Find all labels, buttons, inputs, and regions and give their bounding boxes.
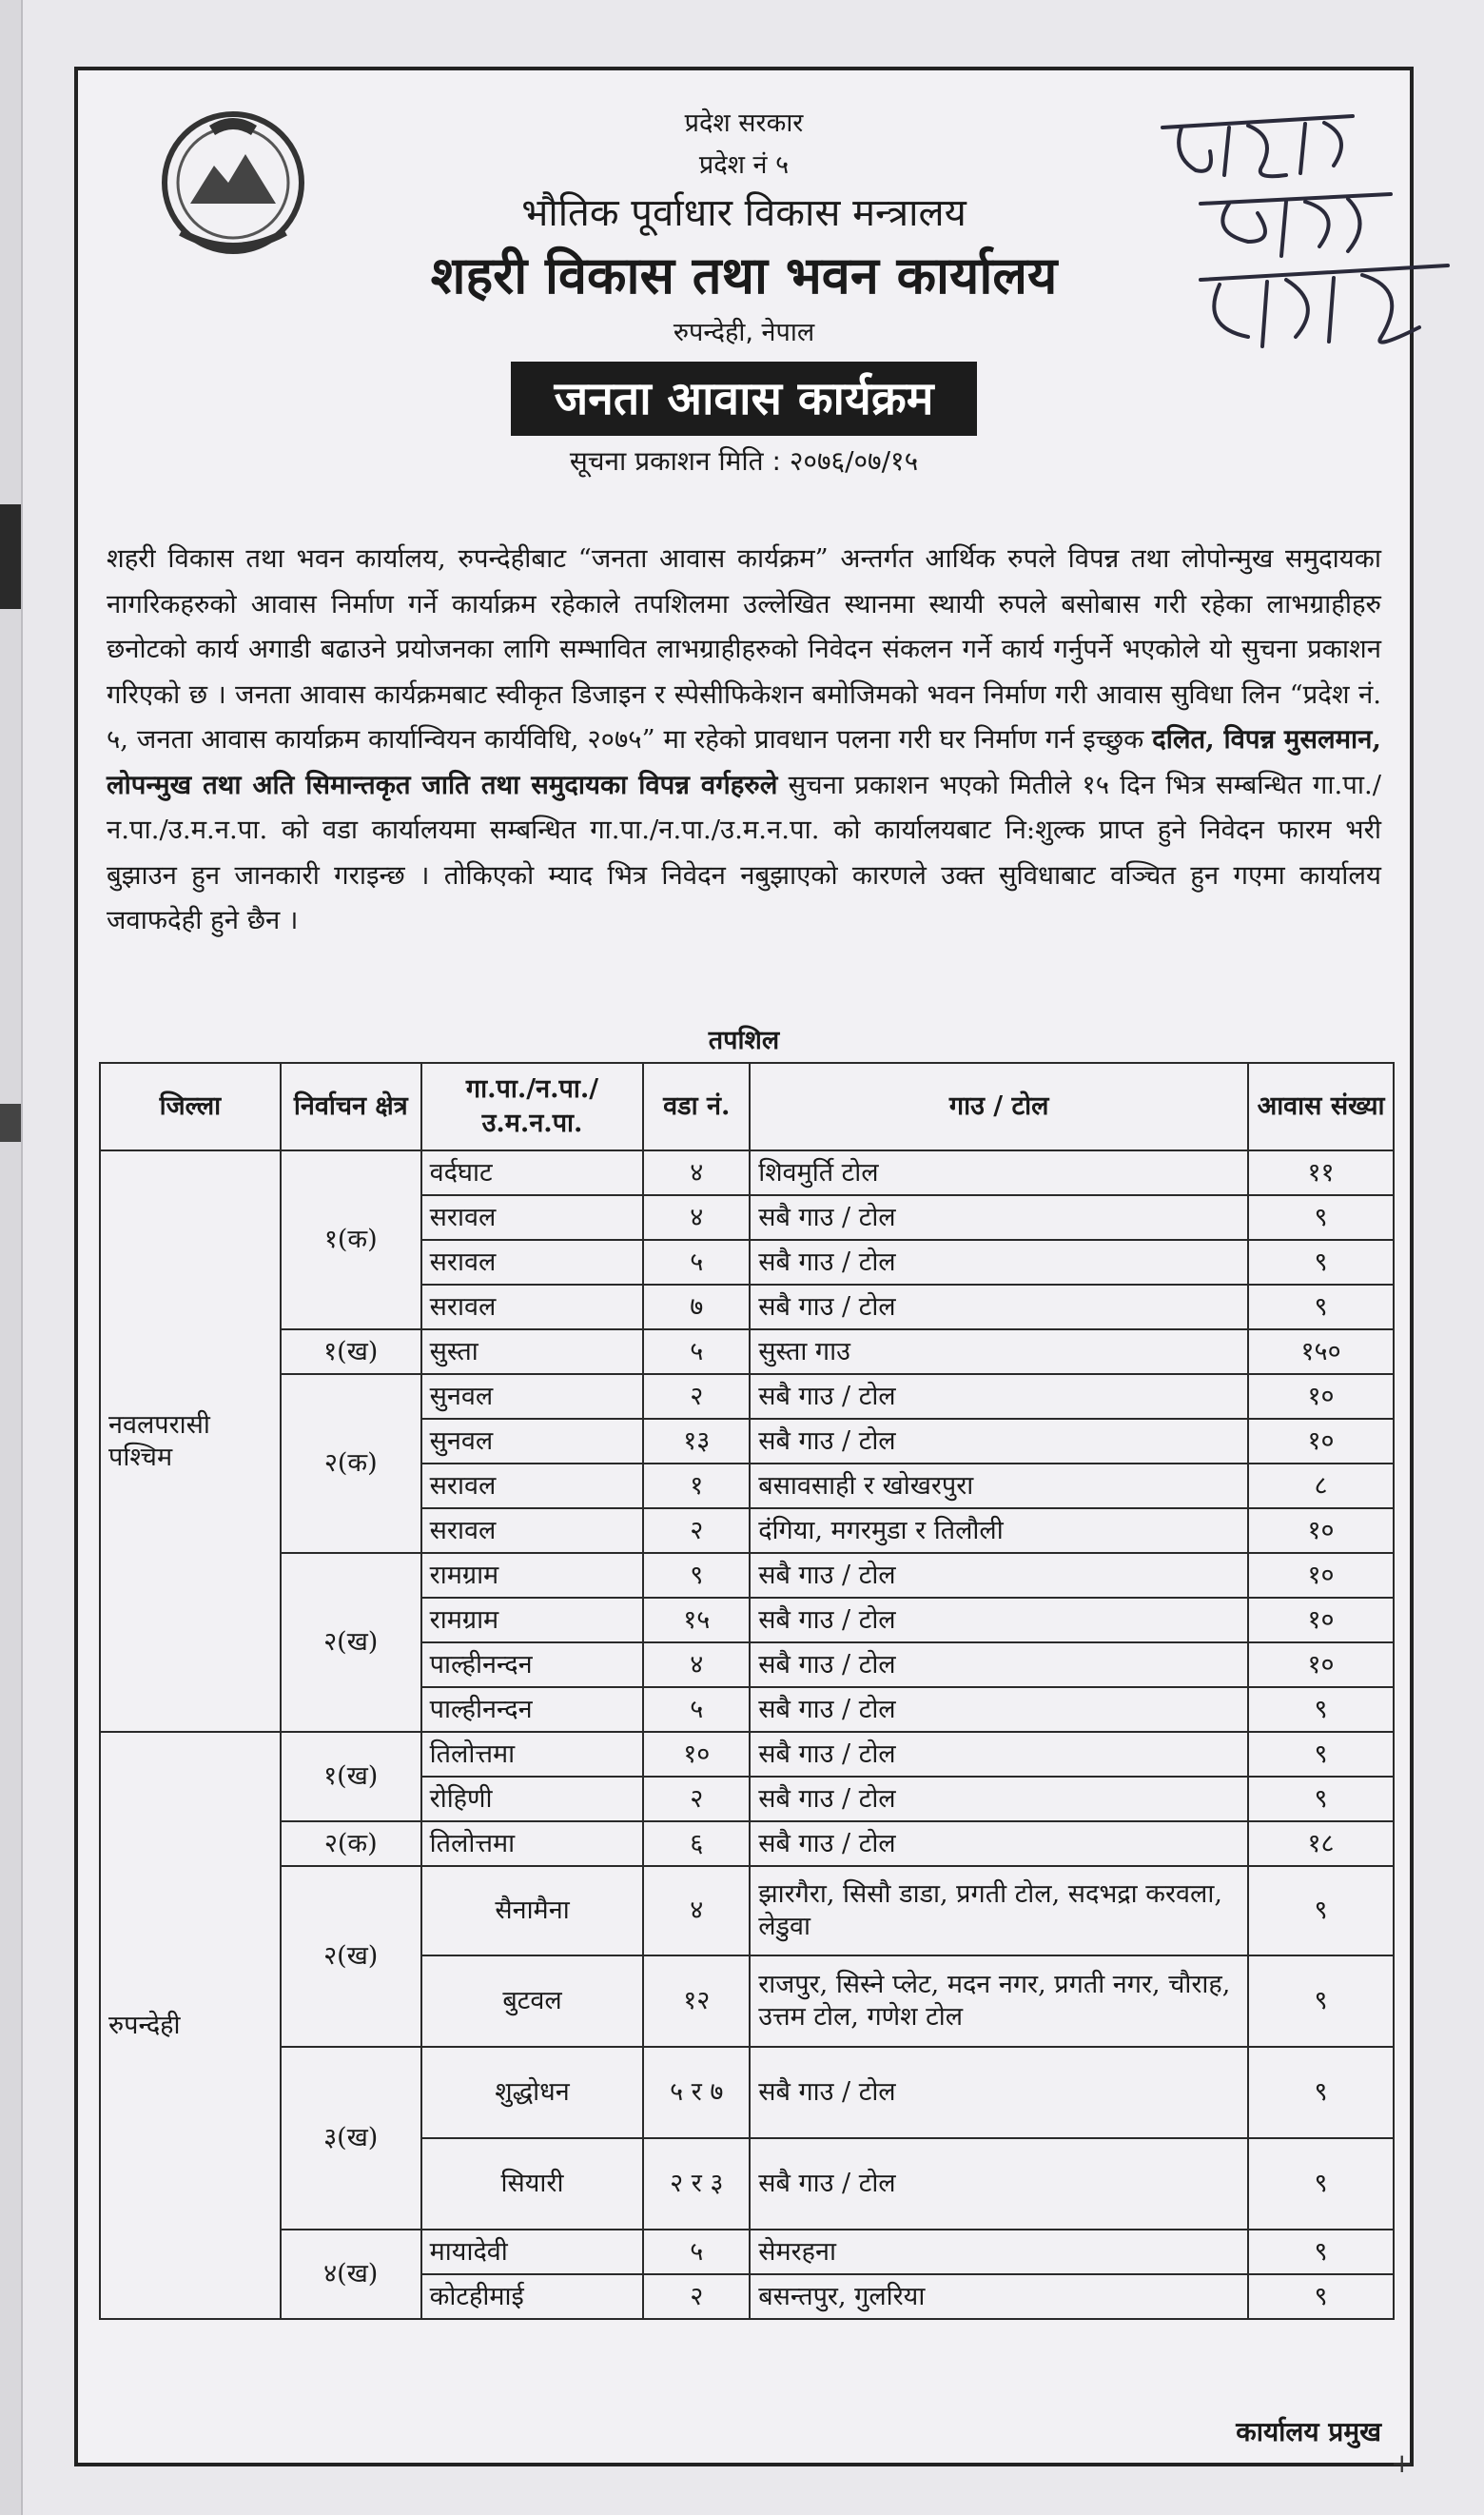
ward-cell: १० — [643, 1732, 750, 1777]
place-cell: सबै गाउ / टोल — [750, 1732, 1248, 1777]
place-cell: सबै गाउ / टोल — [750, 1419, 1248, 1464]
table-row — [100, 1374, 1394, 1419]
place-cell: सबै गाउ / टोल — [750, 1642, 1248, 1687]
place-cell: सुस्ता गाउ — [750, 1329, 1248, 1374]
publication-date: सूचना प्रकाशन मिति : २०७६/०७/१५ — [569, 445, 919, 477]
count-cell: १५० — [1248, 1329, 1394, 1374]
adjacent-page-edge — [0, 0, 23, 2515]
place-cell: सबै गाउ / टोल — [750, 2138, 1248, 2230]
municipality-cell: मायादेवी — [421, 2230, 644, 2274]
municipality-cell: तिलोत्तमा — [421, 1821, 644, 1866]
place-cell: सबै गाउ / टोल — [750, 1374, 1248, 1419]
table-row — [100, 1821, 1394, 1866]
place-cell: सबै गाउ / टोल — [750, 2047, 1248, 2138]
municipality-cell: सुस्ता — [421, 1329, 644, 1374]
place-cell: सबै गाउ / टोल — [750, 1687, 1248, 1732]
table-row — [100, 1150, 1394, 1195]
ward-cell: ५ र ७ — [643, 2047, 750, 2138]
count-cell: ९ — [1248, 1955, 1394, 2047]
handwritten-signature — [1143, 99, 1484, 384]
count-cell: ९ — [1248, 2047, 1394, 2138]
ward-cell: ४ — [643, 1642, 750, 1687]
ward-cell: ५ — [643, 1687, 750, 1732]
municipality-cell: बुटवल — [421, 1955, 644, 2047]
beneficiary-table — [99, 1062, 1395, 2320]
place-cell: झारगैरा, सिसौ डाडा, प्रगती टोल, सदभद्रा करवला, लेडुवा — [750, 1866, 1248, 1955]
ward-cell: ६ — [643, 1821, 750, 1866]
count-cell: ९ — [1248, 1687, 1394, 1732]
table-row — [100, 1866, 1394, 1955]
province-label: प्रदेश नं ५ — [698, 150, 790, 180]
count-cell: ९ — [1248, 1240, 1394, 1285]
count-cell: १० — [1248, 1508, 1394, 1553]
count-cell: ९ — [1248, 2230, 1394, 2274]
ward-cell: १ — [643, 1464, 750, 1508]
place-cell: शिवमुर्ति टोल — [750, 1150, 1248, 1195]
count-cell: ९ — [1248, 1777, 1394, 1821]
constituency-cell: १(ख) — [281, 1329, 421, 1374]
ward-cell: ४ — [643, 1866, 750, 1955]
table-row — [100, 1329, 1394, 1374]
constituency-cell: ४(ख) — [281, 2230, 421, 2319]
municipality-cell: सियारी — [421, 2138, 644, 2230]
place-cell: सबै गाउ / टोल — [750, 1777, 1248, 1821]
notice-body-part1: शहरी विकास तथा भवन कार्यालय, रुपन्देहीबाट “जनता आवास कार्यक्रम” अन्तर्गत आर्थिक रुपले विपन्न तथा लोपोन्मुख समुदायका नागरिकहरुको आवास निर्माण गर्ने कार्याक्रम रहेकाले तपशिलमा उल्लेखित स्थानमा स्थायी रुपले बसोबास गरी रहेका लाभग्राहीहरु छनोटको कार्य अगाडी बढाउने प्रयोजनका लागि सम्भावित लाभग्राहीहरुको निवेदन संकलन गर्ने कार्य गर्नुपर्ने भएकोले यो सुचना प्रकाशन गरिएको छ । जनता आवास कार्यक्रमबाट स्वीकृत डिजाइन र स्पेसीफिकेशन बमोजिमको भवन निर्माण गरी आवास सुविधा लिन “प्रदेश नं. ५, जनता आवास कार्याक्रम कार्यान्वियन कार्यविधि, २०७५” मा रहेको प्रावधान पलना गरी घर निर्माण गर्न इच्छुक — [107, 543, 1381, 755]
table-header: निर्वाचन क्षेत्र — [281, 1063, 421, 1150]
table-header: गाउ / टोल — [750, 1063, 1248, 1150]
place-cell: बसावसाही र खोखरपुरा — [750, 1464, 1248, 1508]
district-cell: रुपन्देही — [100, 1732, 281, 2319]
ward-cell: १३ — [643, 1419, 750, 1464]
municipality-cell: कोटहीमाई — [421, 2274, 644, 2319]
constituency-cell: २(ख) — [281, 1866, 421, 2047]
count-cell: १० — [1248, 1553, 1394, 1598]
municipality-cell: तिलोत्तमा — [421, 1732, 644, 1777]
municipality-cell: वर्दघाट — [421, 1150, 644, 1195]
table-title: तपशिल — [708, 1026, 780, 1055]
table-header-row — [100, 1063, 1394, 1150]
table-header: जिल्ला — [100, 1063, 281, 1150]
count-cell: ९ — [1248, 1732, 1394, 1777]
constituency-cell: २(ख) — [281, 1553, 421, 1732]
constituency-cell: २(क) — [281, 1374, 421, 1553]
municipality-cell: शुद्धोधन — [421, 2047, 644, 2138]
count-cell: ९ — [1248, 1285, 1394, 1329]
count-cell: ९ — [1248, 1866, 1394, 1955]
ward-cell: २ — [643, 1374, 750, 1419]
ward-cell: १५ — [643, 1598, 750, 1642]
ward-cell: ५ — [643, 1329, 750, 1374]
table-header: आवास संख्या — [1248, 1063, 1394, 1150]
constituency-cell: १(क) — [281, 1150, 421, 1329]
count-cell: ९ — [1248, 1195, 1394, 1240]
count-cell: १० — [1248, 1642, 1394, 1687]
constituency-cell: १(ख) — [281, 1732, 421, 1821]
notice-body-part2: सुचना प्रकाशन भएको मितीले १५ दिन भित्र सम्बन्धित गा.पा./न.पा./उ.म.न.पा. को वडा कार्यालयमा सम्बन्धित गा.पा./न.पा./उ.म.न.पा. को कार्यालयबाट नि:शुल्क प्राप्त हुने निवेदन फारम भरी बुझाउन हुन जानकारी गराइन्छ । तोकिएको म्याद भित्र निवेदन नबुझाएको कारणले उक्त सुविधाबाट वञ्चित हुन गएमा कार्यालय जवाफदेही हुने छैन । — [107, 769, 1381, 935]
ward-cell: १२ — [643, 1955, 750, 2047]
place-cell: सबै गाउ / टोल — [750, 1821, 1248, 1866]
count-cell: १८ — [1248, 1821, 1394, 1866]
municipality-cell: सरावल — [421, 1240, 644, 1285]
municipality-cell: सरावल — [421, 1508, 644, 1553]
count-cell: १० — [1248, 1598, 1394, 1642]
office-location: रुपन्देही, नेपाल — [673, 318, 815, 347]
table-header: वडा नं. — [643, 1063, 750, 1150]
table-row — [100, 1732, 1394, 1777]
public-notice — [74, 67, 1414, 2466]
municipality-cell: सरावल — [421, 1195, 644, 1240]
municipality-cell: पाल्हीनन्दन — [421, 1642, 644, 1687]
ward-cell: ९ — [643, 1553, 750, 1598]
place-cell: सबै गाउ / टोल — [750, 1553, 1248, 1598]
municipality-cell: सुनवल — [421, 1374, 644, 1419]
place-cell: राजपुर, सिस्ने प्लेट, मदन नगर, प्रगती नगर, चौराह, उत्तम टोल, गणेश टोल — [750, 1955, 1248, 2047]
govt-label: प्रदेश सरकार — [684, 108, 804, 138]
office-name: शहरी विकास तथा भवन कार्यालय — [430, 245, 1058, 305]
count-cell: ११ — [1248, 1150, 1394, 1195]
notice-body — [107, 537, 1381, 944]
count-cell: ९ — [1248, 2138, 1394, 2230]
table-row — [100, 1553, 1394, 1598]
signoff-office-chief: कार्यालय प्रमुख — [1236, 2416, 1381, 2447]
municipality-cell: रोहिणी — [421, 1777, 644, 1821]
table-row — [100, 2230, 1394, 2274]
place-cell: सबै गाउ / टोल — [750, 1285, 1248, 1329]
ward-cell: २ — [643, 1777, 750, 1821]
program-title-banner: जनता आवास कार्यक्रम — [511, 362, 978, 436]
count-cell: १० — [1248, 1374, 1394, 1419]
place-cell: दंगिया, मगरमुडा र तिलौली — [750, 1508, 1248, 1553]
place-cell: बसन्तपुर, गुलरिया — [750, 2274, 1248, 2319]
ward-cell: २ र ३ — [643, 2138, 750, 2230]
district-cell: नवलपरासी पश्चिम — [100, 1150, 281, 1732]
notice-body-bold: दलित, विपन्न मुसलमान, लोपन्मुख तथा अति सिमान्तकृत जाति तथा समुदायका विपन्न वर्गहरुले — [107, 724, 1381, 800]
municipality-cell: सुनवल — [421, 1419, 644, 1464]
ward-cell: ४ — [643, 1150, 750, 1195]
crop-mark: + — [1391, 2447, 1414, 2479]
count-cell: १० — [1248, 1419, 1394, 1464]
count-cell: ८ — [1248, 1464, 1394, 1508]
count-cell: ९ — [1248, 2274, 1394, 2319]
municipality-cell: रामग्राम — [421, 1553, 644, 1598]
table-row — [100, 2047, 1394, 2138]
ministry-name: भौतिक पूर्वाधार विकास मन्त्रालय — [521, 191, 967, 235]
municipality-cell: सैनामैना — [421, 1866, 644, 1955]
place-cell: सबै गाउ / टोल — [750, 1195, 1248, 1240]
ward-cell: २ — [643, 2274, 750, 2319]
ward-cell: ५ — [643, 2230, 750, 2274]
ward-cell: २ — [643, 1508, 750, 1553]
municipality-cell: पाल्हीनन्दन — [421, 1687, 644, 1732]
constituency-cell: ३(ख) — [281, 2047, 421, 2230]
municipality-cell: सरावल — [421, 1464, 644, 1508]
place-cell: सेमरहना — [750, 2230, 1248, 2274]
municipality-cell: सरावल — [421, 1285, 644, 1329]
place-cell: सबै गाउ / टोल — [750, 1598, 1248, 1642]
ward-cell: ७ — [643, 1285, 750, 1329]
place-cell: सबै गाउ / टोल — [750, 1240, 1248, 1285]
municipality-cell: रामग्राम — [421, 1598, 644, 1642]
constituency-cell: २(क) — [281, 1821, 421, 1866]
ward-cell: ४ — [643, 1195, 750, 1240]
table-header: गा.पा./न.पा./ उ.म.न.पा. — [421, 1063, 644, 1150]
ward-cell: ५ — [643, 1240, 750, 1285]
